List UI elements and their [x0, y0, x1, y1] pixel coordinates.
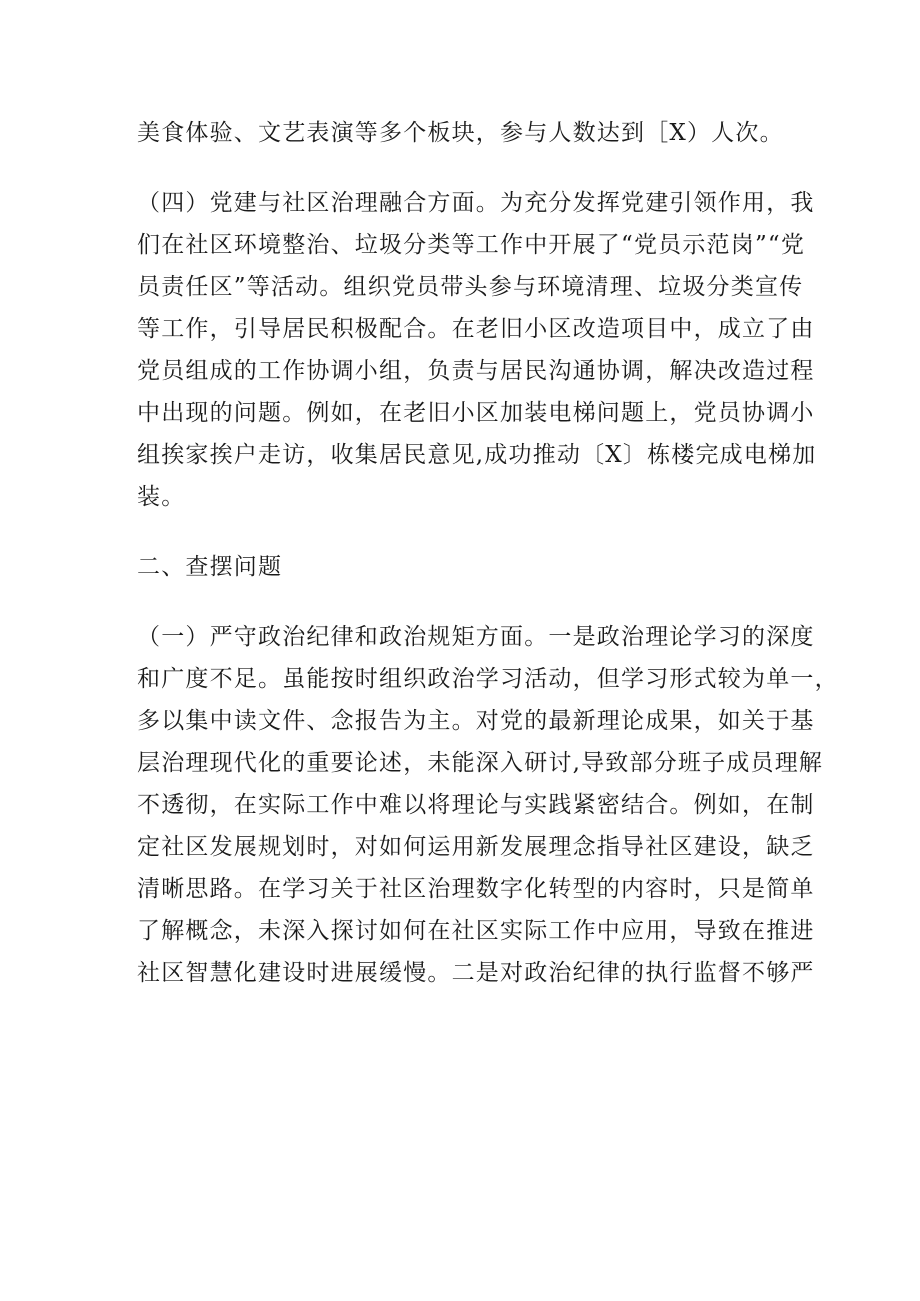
paragraph-line: 不透彻，在实际工作中难以将理论与实践紧密结合。例如，在制: [137, 792, 815, 818]
paragraph-line: 层治理现代化的重要论述，未能深入研讨,导致部分班子成员理解: [137, 750, 824, 776]
paragraph-line: 组挨家挨户走访，收集居民意见,成功推动〔X〕栋楼完成电梯加: [137, 442, 817, 468]
paragraph-line: 党员组成的工作协调小组，负责与居民沟通协调，解决改造过程: [137, 358, 815, 384]
paragraph-line: 员责任区”等活动。组织党员带头参与环境清理、垃圾分类宣传: [137, 274, 804, 300]
paragraph-line: 们在社区环境整治、垃圾分类等工作中开展了“党员示范岗”“党: [137, 232, 806, 258]
paragraph-line: 清晰思路。在学习关于社区治理数字化转型的内容时，只是简单: [137, 876, 815, 902]
paragraph-line: 了解概念，未深入探讨如何在社区实际工作中应用，导致在推进: [137, 918, 815, 944]
paragraph-line: （四）党建与社区治理融合方面。为充分发挥党建引领作用，我: [137, 190, 815, 216]
paragraph-line: 装。: [137, 484, 186, 510]
section-heading: 二、查摆问题: [137, 554, 283, 580]
paragraph-line: 美食体验、文艺表演等多个板块，参与人数达到［X）人次。: [137, 120, 784, 146]
paragraph-line: 定社区发展规划时，对如何运用新发展理念指导社区建设，缺乏: [137, 834, 815, 860]
paragraph-line: 和广度不足。虽能按时组织政治学习活动，但学习形式较为单一，: [137, 666, 839, 692]
paragraph-line: 社区智慧化建设时进展缓慢。二是对政治纪律的执行监督不够严: [137, 960, 815, 986]
paragraph-line: 中出现的问题。例如，在老旧小区加装电梯问题上，党员协调小: [137, 400, 815, 426]
paragraph-line: 多以集中读文件、念报告为主。对党的最新理论成果，如关于基: [137, 708, 815, 734]
paragraph-line: 等工作，引导居民积极配合。在老旧小区改造项目中，成立了由: [137, 316, 815, 342]
paragraph-line: （一）严守政治纪律和政治规矩方面。一是政治理论学习的深度: [137, 624, 815, 650]
